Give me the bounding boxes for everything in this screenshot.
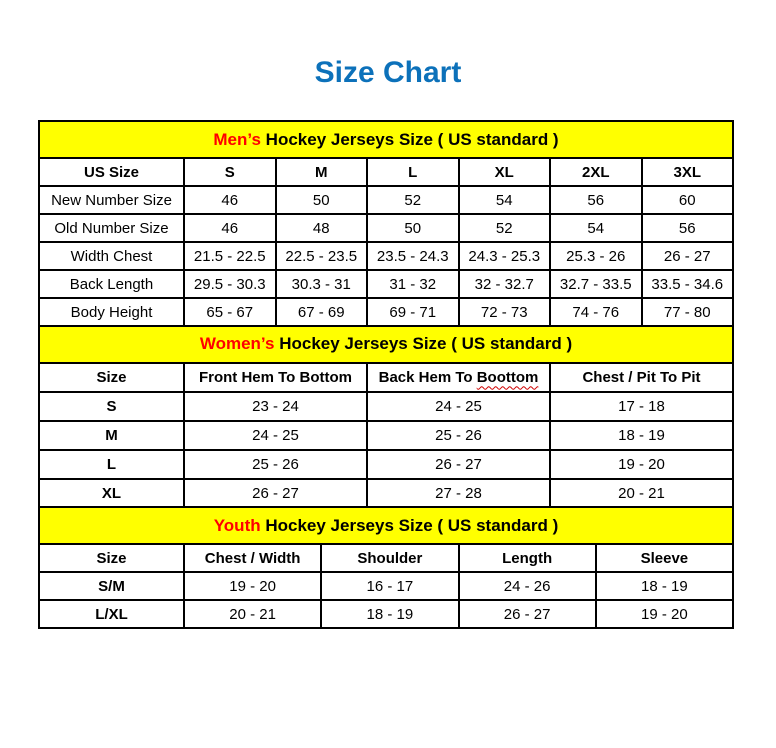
- size-value: 24 - 25: [184, 421, 367, 450]
- size-value: 60: [642, 186, 734, 214]
- size-value: 25 - 26: [184, 450, 367, 479]
- banner-accent-text: Youth: [213, 515, 261, 535]
- size-value: 26 - 27: [459, 600, 596, 628]
- size-value: 24 - 25: [367, 392, 550, 421]
- size-value: 33.5 - 34.6: [642, 270, 734, 298]
- row-label: Width Chest: [39, 242, 184, 270]
- row-label: Old Number Size: [39, 214, 184, 242]
- size-value: 25.3 - 26: [550, 242, 642, 270]
- size-row-width-chest: [39, 242, 733, 270]
- column-header: XL: [459, 158, 551, 186]
- size-row-xl: [39, 479, 733, 508]
- row-label: L: [39, 450, 184, 479]
- row-label: XL: [39, 479, 184, 508]
- column-header: 2XL: [550, 158, 642, 186]
- size-value: 56: [642, 214, 734, 242]
- column-header: S: [184, 158, 276, 186]
- size-value: 72 - 73: [459, 298, 551, 326]
- size-row-s-m: [39, 572, 733, 600]
- size-value: 32.7 - 33.5: [550, 270, 642, 298]
- size-chart-page: [0, 56, 776, 629]
- size-value: 29.5 - 30.3: [184, 270, 276, 298]
- banner-rest-text: Hockey Jerseys Size ( US standard ): [265, 515, 559, 535]
- banner-rest-text: Hockey Jerseys Size ( US standard ): [265, 129, 559, 149]
- row-label: S/M: [39, 572, 184, 600]
- size-value: 31 - 32: [367, 270, 459, 298]
- size-value: 20 - 21: [184, 600, 321, 628]
- size-value: 65 - 67: [184, 298, 276, 326]
- size-table-mens: [38, 120, 734, 327]
- size-row-l-xl: [39, 600, 733, 628]
- size-value: 18 - 19: [550, 421, 733, 450]
- size-value: 18 - 19: [596, 572, 733, 600]
- size-value: 26 - 27: [367, 450, 550, 479]
- column-header: US Size: [39, 158, 184, 186]
- section-banner-womens: [39, 326, 733, 363]
- banner-accent-text: Women’s: [199, 334, 275, 353]
- row-label: M: [39, 421, 184, 450]
- size-value: 77 - 80: [642, 298, 734, 326]
- column-header: 3XL: [642, 158, 734, 186]
- column-header: Chest / Pit To Pit: [550, 363, 733, 392]
- size-value: 25 - 26: [367, 421, 550, 450]
- section-banner-row: [39, 326, 733, 363]
- size-row-l: [39, 450, 733, 479]
- column-header: M: [276, 158, 368, 186]
- size-value: 74 - 76: [550, 298, 642, 326]
- size-row-body-height: [39, 298, 733, 326]
- size-value: 23.5 - 24.3: [367, 242, 459, 270]
- size-table-womens: [38, 325, 734, 509]
- size-value: 52: [459, 214, 551, 242]
- size-row-m: [39, 421, 733, 450]
- size-row-new-number-size: [39, 186, 733, 214]
- size-value: 17 - 18: [550, 392, 733, 421]
- size-value: 67 - 69: [276, 298, 368, 326]
- size-value: 19 - 20: [184, 572, 321, 600]
- size-value: 32 - 32.7: [459, 270, 551, 298]
- size-tables: [38, 120, 734, 629]
- size-value: 54: [550, 214, 642, 242]
- column-header-row: [39, 544, 733, 572]
- size-value: 50: [367, 214, 459, 242]
- row-label: L/XL: [39, 600, 184, 628]
- column-header-row: [39, 363, 733, 392]
- column-header: Back Hem To Boottom: [367, 363, 550, 392]
- column-header: Length: [459, 544, 596, 572]
- column-header: Size: [39, 363, 184, 392]
- column-header: Front Hem To Bottom: [184, 363, 367, 392]
- size-value: 24.3 - 25.3: [459, 242, 551, 270]
- size-value: 24 - 26: [459, 572, 596, 600]
- size-value: 26 - 27: [642, 242, 734, 270]
- size-table-youth: [38, 506, 734, 629]
- size-value: 69 - 71: [367, 298, 459, 326]
- page-title: Size Chart: [314, 56, 462, 89]
- row-label: Body Height: [39, 298, 184, 326]
- size-row-back-length: [39, 270, 733, 298]
- row-label: S: [39, 392, 184, 421]
- size-value: 18 - 19: [321, 600, 458, 628]
- size-value: 50: [276, 186, 368, 214]
- section-banner-row: [39, 507, 733, 544]
- section-banner-row: [39, 121, 733, 158]
- section-banner-mens: [39, 121, 733, 158]
- row-label: Back Length: [39, 270, 184, 298]
- column-header: Size: [39, 544, 184, 572]
- size-value: 46: [184, 214, 276, 242]
- section-banner-youth: [39, 507, 733, 544]
- column-header: Shoulder: [321, 544, 458, 572]
- size-value: 27 - 28: [367, 479, 550, 508]
- size-value: 52: [367, 186, 459, 214]
- size-value: 26 - 27: [184, 479, 367, 508]
- banner-accent-text: Men’s: [213, 129, 261, 149]
- column-header: Sleeve: [596, 544, 733, 572]
- size-value: 20 - 21: [550, 479, 733, 508]
- size-value: 23 - 24: [184, 392, 367, 421]
- size-value: 54: [459, 186, 551, 214]
- column-header: Chest / Width: [184, 544, 321, 572]
- misspelled-word: Boottom: [476, 368, 539, 386]
- size-value: 16 - 17: [321, 572, 458, 600]
- size-value: 48: [276, 214, 368, 242]
- size-value: 30.3 - 31: [276, 270, 368, 298]
- size-value: 22.5 - 23.5: [276, 242, 368, 270]
- banner-rest-text: Hockey Jerseys Size ( US standard ): [279, 334, 573, 353]
- column-header-row: [39, 158, 733, 186]
- size-value: 56: [550, 186, 642, 214]
- size-value: 21.5 - 22.5: [184, 242, 276, 270]
- size-value: 19 - 20: [550, 450, 733, 479]
- size-row-s: [39, 392, 733, 421]
- size-row-old-number-size: [39, 214, 733, 242]
- row-label: New Number Size: [39, 186, 184, 214]
- column-header: L: [367, 158, 459, 186]
- size-value: 19 - 20: [596, 600, 733, 628]
- size-value: 46: [184, 186, 276, 214]
